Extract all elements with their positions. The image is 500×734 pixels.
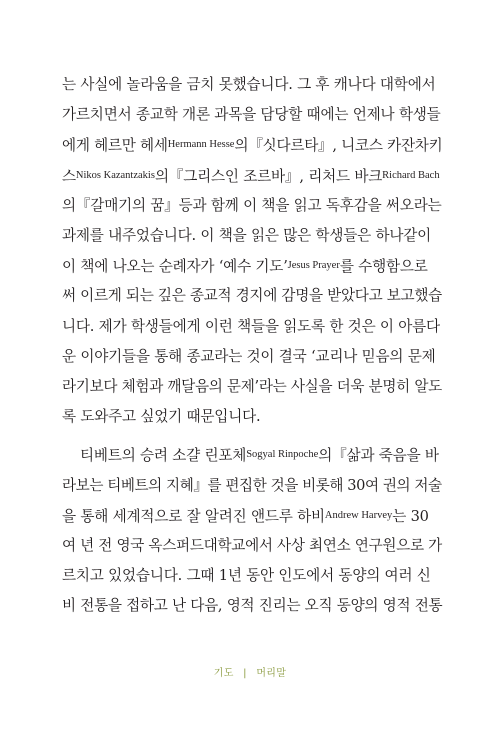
text-run: 르치고 있었습니다. 그때 1년 동안 인도에서 동양의 여러 신 — [62, 567, 431, 585]
text-line — [62, 404, 442, 430]
text-line — [62, 533, 442, 559]
text-run: 비 전통을 접하고 난 다음, 영적 진리는 오직 동양의 영적 전통 — [62, 597, 443, 615]
text-run: 써 이르게 되는 깊은 종교적 경지에 감명을 받았다고 보고했습 — [62, 287, 442, 305]
text-line — [80, 442, 442, 468]
text-run: 티베트의 승려 소걀 린포체 — [80, 447, 247, 465]
text-line — [62, 102, 442, 128]
text-line — [62, 283, 442, 309]
text-line — [62, 473, 442, 499]
text-run: 의『삶과 죽음을 바 — [318, 447, 439, 465]
text-run: 을 통해 세계적으로 잘 알려진 앤드루 하비 — [62, 507, 325, 525]
original-name-annotation: Richard Bach — [382, 169, 440, 181]
text-run: 운 이야기들을 통해 종교라는 것이 결국 ‘교리나 믿음의 문제 — [62, 347, 436, 365]
original-name-annotation: Nikos Kazantzakis — [75, 169, 155, 181]
text-run: 를 수행함으로 — [339, 258, 428, 276]
text-run: 록 도와주고 싶었기 때문입니다. — [62, 408, 261, 426]
footer-chapter-title: 머리말 — [256, 668, 287, 679]
text-run: 니다. 제가 학생들에게 이런 책들을 읽도록 한 것은 이 아름다 — [62, 317, 440, 335]
original-name-annotation: Hermann Hesse — [167, 139, 235, 151]
text-run: 라기보다 체험과 깨달음의 문제’라는 사실을 더욱 분명히 알도 — [62, 378, 442, 395]
text-run: 가르치면서 종교학 개론 과목을 담당할 때에는 언제나 학생들 — [62, 106, 441, 124]
text-line — [62, 563, 442, 589]
text-run: 스 — [62, 167, 76, 185]
footer-separator: | — [243, 668, 247, 679]
text-run: 라보는 티베트의 지혜』를 편집한 것을 비롯해 30여 권의 저술 — [62, 476, 442, 494]
text-run: 의『갈매기의 꿈』등과 함께 이 책을 읽고 독후감을 써오라는 — [62, 196, 442, 214]
text-line — [62, 314, 442, 340]
text-line — [62, 253, 442, 279]
text-line — [62, 593, 442, 619]
text-run: 의『싯다르타』, 니코스 카잔차키 — [234, 137, 443, 155]
running-footer — [0, 664, 500, 679]
text-run: 과제를 내주었습니다. 이 책을 읽은 많은 학생들은 하나같이 — [62, 227, 432, 244]
text-run: 는 30 — [392, 507, 429, 525]
text-run: 는 사실에 놀라움을 금치 못했습니다. 그 후 캐나다 대학에서 — [62, 76, 436, 93]
original-name-annotation: Andrew Harvey — [324, 509, 393, 521]
text-run: 의『그리스인 조르바』, 리처드 바크 — [154, 167, 383, 185]
text-line — [62, 374, 442, 400]
text-line — [62, 503, 442, 529]
original-name-annotation: Jesus Prayer — [287, 260, 340, 272]
text-line — [62, 132, 442, 158]
text-line — [62, 223, 442, 249]
text-run: 에게 헤르만 헤세 — [62, 137, 168, 155]
footer-book-title: 기도 — [213, 668, 234, 679]
text-line — [62, 72, 442, 98]
text-line — [62, 344, 442, 370]
text-run: 이 책에 나오는 순례자가 ‘예수 기도’ — [62, 258, 288, 276]
text-line — [62, 163, 442, 189]
original-name-annotation: Sogyal Rinpoche — [246, 449, 319, 461]
text-run: 여 년 전 영국 옥스퍼드대학교에서 사상 최연소 연구원으로 가 — [62, 537, 442, 554]
text-line — [62, 193, 442, 219]
